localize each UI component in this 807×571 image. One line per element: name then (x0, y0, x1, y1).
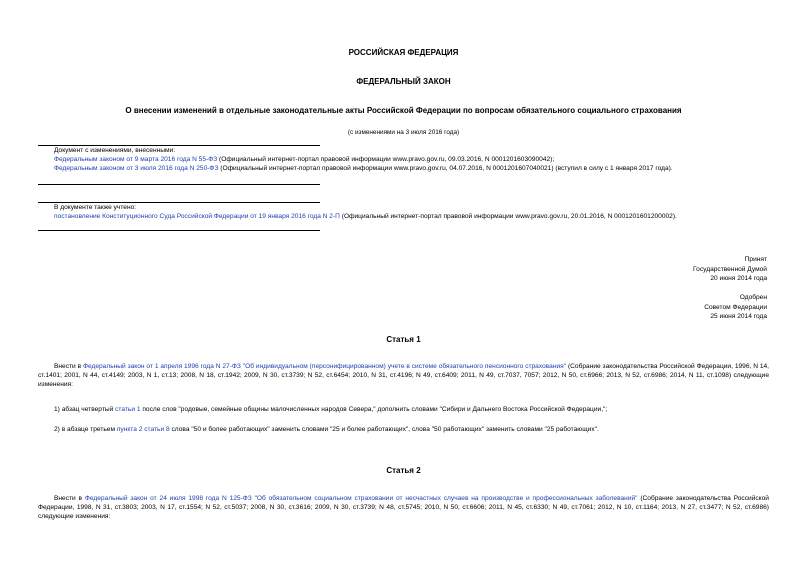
also-block (54, 204, 774, 222)
article-2-paragraph (38, 495, 769, 522)
item-text: после слов "родовые, семейные общины малочисленных народов Севера," дополнить словами "Сибири и Дальнего Востока Российской Федерации,"; (140, 406, 608, 413)
divider (38, 184, 320, 185)
article-1-heading: Статья 1 (386, 335, 421, 344)
change-item-text: (Официальный интернет-портал правовой информации www.pravo.gov.ru, 04.07.2016, N 0001201607040021) (вступил в силу с 1 января 2017 года). (218, 164, 673, 172)
change-item (54, 156, 774, 165)
article-2-heading: Статья 2 (386, 466, 421, 475)
article-1-item-2 (54, 426, 599, 435)
paragraph-text: Внести в (54, 363, 83, 370)
item-text: 2) в абзаце третьем (54, 426, 117, 433)
ks-ruling-link[interactable]: постановление Конституционного Суда Российской Федерации от 19 января 2016 года N 2-П (54, 212, 340, 220)
paragraph-text: (Собрание законодательства Российской Федерации, 1998, N 31, ст.3803; 2003, N 17, ст.1554; N 52, ст.5037; 2008, N 30, ст.3616; 2009, N 30, ст.3739; N 48, ст.5745; 2010, N 50, ст.6606; 2011, N 45, ст.6330; N 49, ст.7061; 2012, N 10, ст.1164; 2013, N 27, ст.3477; N 52, ст.6986) следующие изменения: (38, 495, 769, 520)
item-text: 1) абзац четвертый (54, 406, 116, 413)
approved-body: Советом Федерации (704, 303, 767, 311)
country-heading: РОССИЙСКАЯ ФЕДЕРАЦИЯ (348, 48, 459, 57)
approved-block (704, 293, 767, 322)
change-link-55fz[interactable]: Федеральным законом от 9 марта 2016 года N 55-ФЗ (54, 155, 218, 163)
also-intro: В документе также учтено: (54, 204, 137, 211)
article-1-item-1 (54, 406, 607, 415)
item-text: слова "50 и более работающих" заменить словами "25 и более работающих", слова "50 работающих" заменить словами "25 работающих". (169, 426, 599, 433)
approved-line: Одобрен (739, 294, 767, 301)
doc-type-heading: ФЕДЕРАЛЬНЫЙ ЗАКОН (356, 77, 451, 86)
revision-note: (с изменениями на 3 июля 2016 года) (347, 129, 460, 136)
change-item-text: (Официальный интернет-портал правовой информации www.pravo.gov.ru, 09.03.2016, N 0001201603090042); (217, 155, 555, 163)
divider (38, 230, 320, 231)
law-125fz-link[interactable]: Федеральный закон от 24 июля 1998 года N 125-ФЗ "Об обязательном социальном страховании от несчастных случаев на производстве и профессиональных заболеваний" (84, 495, 638, 502)
law-27fz-link[interactable]: Федеральный закон от 1 апреля 1996 года N 27-ФЗ "Об индивидуальном (персонифицированном) учете в системе обязательного пенсионного страхования" (82, 363, 567, 370)
accepted-body: Государственной Думой (693, 265, 767, 273)
changes-intro: Документ с изменениями, внесенными: (54, 147, 176, 154)
paragraph-text: Внести в (54, 495, 85, 502)
changes-block (54, 147, 774, 174)
law-title: О внесении изменений в отдельные законодательные акты Российской Федерации по вопросам обязательного социального страхования (125, 106, 682, 115)
article-1-paragraph (38, 363, 769, 390)
article-1-link[interactable]: статьи 1 (115, 406, 141, 413)
paragraph-text: (Собрание законодательства Российской Федерации, 1996, N 14, ст.1401; 2001, N 44, ст.4149; 2003, N 1, ст.13; 2008, N 18, ст.1942; 2009, N 30, ст.3739; N 52, ст.6454; 2010, N 31, ст.4196; N 49, ст.6409; 2011, N 49, ст.7037, 7057; 2012, N 50, ст.6966; 2013, N 52, ст.6986; 2014, N 11, ст.1098) следующие изменения: (38, 363, 770, 388)
approved-date: 25 июня 2014 года (710, 313, 767, 321)
change-link-250fz[interactable]: Федеральным законом от 3 июля 2016 года N 250-ФЗ (54, 164, 219, 172)
change-item (54, 165, 774, 174)
divider (38, 202, 320, 203)
divider (38, 145, 320, 146)
accepted-block (693, 255, 767, 284)
also-item (54, 213, 774, 222)
accepted-date: 20 июня 2014 года (710, 275, 767, 283)
also-item-text: (Официальный интернет-портал правовой информации www.pravo.gov.ru, 20.01.2016, N 0001201601200002). (339, 212, 677, 220)
point-2-article-8-link[interactable]: пункта 2 статьи 8 (116, 426, 170, 433)
accepted-line: Принят (744, 256, 767, 263)
